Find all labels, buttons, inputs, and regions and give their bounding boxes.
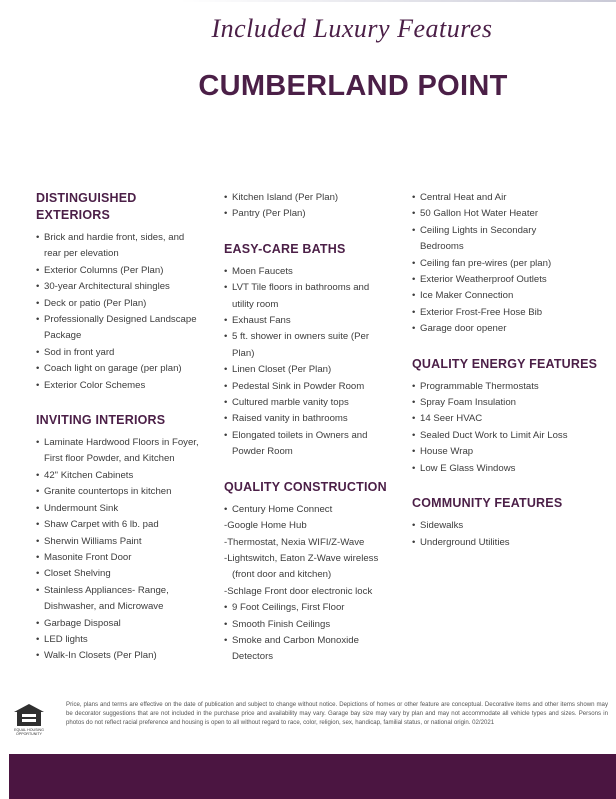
list-item: • Sidewalks	[412, 518, 607, 534]
section-heading: COMMUNITY FEATURES	[412, 496, 563, 511]
list-item: Plan)	[232, 347, 255, 359]
section-construction	[224, 479, 409, 666]
feature-list	[224, 190, 409, 223]
section-energy	[412, 356, 607, 477]
list-item: • House Wrap	[412, 444, 607, 460]
column-left	[36, 190, 221, 665]
feature-list	[224, 502, 409, 666]
top-accent-line	[180, 0, 616, 2]
list-item: • Closet Shelving	[36, 566, 221, 582]
list-item: • 5 ft. shower in owners suite (Per	[224, 329, 409, 345]
section-interiors	[36, 412, 221, 665]
list-item: • Underground Utilities	[412, 535, 607, 551]
list-item: • Exterior Columns (Per Plan)	[36, 263, 221, 279]
list-item: • Exterior Color Schemes	[36, 378, 221, 394]
list-item: • Deck or patio (Per Plan)	[36, 296, 221, 312]
list-item: • Programmable Thermostats	[412, 379, 607, 395]
column-right	[412, 190, 607, 551]
list-item: • Masonite Front Door	[36, 550, 221, 566]
feature-list	[412, 379, 607, 477]
list-item: Detectors	[232, 651, 274, 663]
footer-bar	[9, 754, 616, 799]
list-item: • Garage door opener	[412, 321, 607, 337]
list-item: -Schlage Front door electronic lock	[224, 585, 373, 597]
list-item: • Exterior Weatherproof Outlets	[412, 272, 607, 288]
feature-list	[224, 264, 409, 461]
list-item: Bedrooms	[420, 241, 464, 253]
list-item: • LVT Tile floors in bathrooms and	[224, 280, 409, 296]
section-heading: INVITING INTERIORS	[36, 413, 166, 428]
list-item: • 14 Seer HVAC	[412, 411, 607, 427]
list-item: • Sherwin Williams Paint	[36, 534, 221, 550]
list-item: • Smooth Finish Ceilings	[224, 617, 409, 633]
list-item: Package	[44, 330, 82, 342]
list-item: • Ceiling Lights in Secondary	[412, 223, 607, 239]
list-item: • Undermount Sink	[36, 501, 221, 517]
list-item: -Lightswitch, Eaton Z-Wave wireless	[224, 552, 379, 564]
list-item: • Walk-In Closets (Per Plan)	[36, 648, 221, 664]
equal-housing-logo	[12, 703, 46, 736]
list-item: (front door and kitchen)	[232, 569, 332, 581]
list-item: • Professionally Designed Landscape	[36, 312, 221, 328]
list-item: • Exhaust Fans	[224, 313, 409, 329]
list-item: • Shaw Carpet with 6 lb. pad	[36, 517, 221, 533]
list-item: • Pantry (Per Plan)	[224, 206, 409, 222]
list-item: Dishwasher, and Microwave	[44, 601, 164, 613]
list-item: • Sod in front yard	[36, 345, 221, 361]
list-item: -Thermostat, Nexia WIFI/Z-Wave	[224, 536, 365, 548]
list-item: • Moen Faucets	[224, 264, 409, 280]
list-item: • 50 Gallon Hot Water Heater	[412, 206, 607, 222]
list-item: • Central Heat and Air	[412, 190, 607, 206]
list-item: • Smoke and Carbon Monoxide	[224, 633, 409, 649]
list-item: • Raised vanity in bathrooms	[224, 411, 409, 427]
section-community	[412, 495, 607, 551]
section-exteriors	[36, 190, 221, 394]
list-item: rear per elevation	[44, 248, 119, 260]
list-item: First floor Powder, and Kitchen	[44, 453, 175, 465]
list-item: • Linen Closet (Per Plan)	[224, 362, 409, 378]
feature-list	[412, 190, 607, 338]
list-item: • Kitchen Island (Per Plan)	[224, 190, 409, 206]
list-item: • Cultured marble vanity tops	[224, 395, 409, 411]
list-item: • Spray Foam Insulation	[412, 395, 607, 411]
list-item: • Sealed Duct Work to Limit Air Loss	[412, 428, 607, 444]
list-item: • LED lights	[36, 632, 221, 648]
script-title: Included Luxury Features	[211, 14, 493, 43]
list-item: • 30-year Architectural shingles	[36, 279, 221, 295]
feature-list	[36, 230, 221, 394]
list-item: utility room	[232, 298, 279, 310]
house-icon	[12, 703, 46, 727]
list-item: Powder Room	[232, 446, 293, 458]
list-item: • Garbage Disposal	[36, 616, 221, 632]
section-heading: EASY-CARE BATHS	[224, 241, 346, 256]
list-item: • Laminate Hardwood Floors in Foyer,	[36, 435, 221, 451]
list-item: • Century Home Connect	[224, 502, 409, 518]
list-item: • Granite countertops in kitchen	[36, 484, 221, 500]
list-item: • Ceiling fan pre-wires (per plan)	[412, 256, 607, 272]
list-item: • Coach light on garage (per plan)	[36, 361, 221, 377]
feature-list	[36, 435, 221, 665]
heading-line: DISTINGUISHED	[36, 191, 137, 205]
feature-list	[412, 518, 607, 551]
heading-line: EXTERIORS	[36, 208, 111, 222]
legal-disclaimer: Price, plans and terms are effective on the date of publication and subject to change without notice. Depictions of homes or other feature are conceptual. Decorative items and other items shown may be decorator suggestions that are not included in the purchase price and availability may vary. Garage bay size may vary by plan and may not accommodate all vehicle types and sizes. Persons in photos do not reflect racial preference and housing is open to all without regard to race, color, religion, sex, handicap, familial status, or national origin. 02/2021	[66, 701, 608, 727]
section-heading: QUALITY ENERGY FEATURES	[412, 356, 598, 371]
list-item: • Low E Glass Windows	[412, 461, 607, 477]
list-item: • Ice Maker Connection	[412, 288, 607, 304]
list-item: • Elongated toilets in Owners and	[224, 428, 409, 444]
community-name: CUMBERLAND POINT	[198, 70, 508, 102]
equal-housing-text: EQUAL HOUSING OPPORTUNITY	[14, 728, 44, 736]
list-item: • 42" Kitchen Cabinets	[36, 468, 221, 484]
section-heading	[36, 190, 221, 224]
list-item: • 9 Foot Ceilings, First Floor	[224, 600, 409, 616]
list-item: • Pedestal Sink in Powder Room	[224, 379, 409, 395]
list-item: -Google Home Hub	[224, 520, 307, 532]
section-heading: QUALITY CONSTRUCTION	[224, 479, 387, 494]
list-item: • Stainless Appliances- Range,	[36, 583, 221, 599]
list-item: • Exterior Frost-Free Hose Bib	[412, 305, 607, 321]
section-baths	[224, 241, 409, 461]
list-item: • Brick and hardie front, sides, and	[36, 230, 221, 246]
column-middle	[224, 190, 409, 666]
